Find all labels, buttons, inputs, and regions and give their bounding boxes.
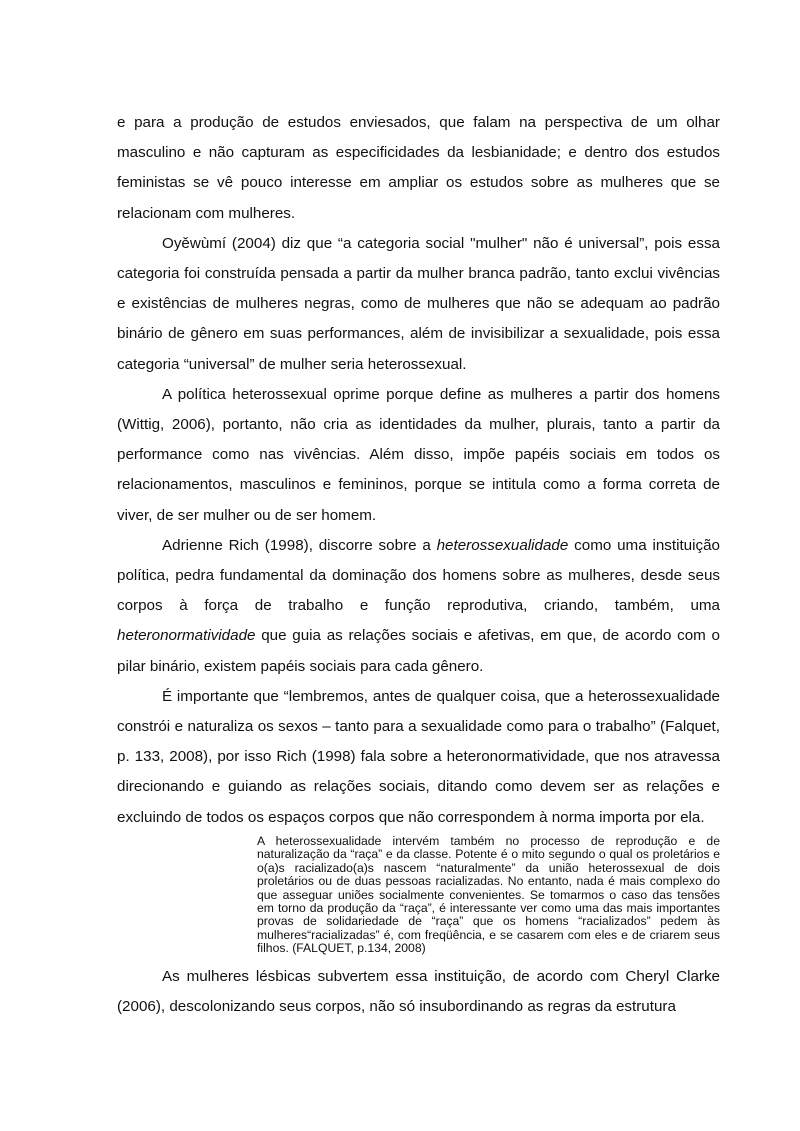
paragraph-3-text: A política heterossexual oprime porque define as mulheres a partir dos homens (Wittig, 2006), portanto, não cria as identidades da mulher, plurais, tanto a partir da performance como nas vivências. Além disso, impõe papéis sociais em todos os relacionamentos, masculinos e femininos, porque se intitula como a forma correta de viver, de ser mulher ou de ser homem. [117,385,720,524]
paragraph-2-text: Oyěwùmí (2004) diz que “a categoria social "mulher" não é universal”, pois essa categoria foi construída pensada a partir da mulher branca padrão, tanto exclui vivências e existências de mulheres negras, como de mulheres que não se adequam ao padrão binário de gênero em suas performances, além de invisibilizar a sexualidade, pois essa categoria “universal” de mulher seria heterossexual. [117,234,720,373]
paragraph-5 [117,682,720,833]
paragraph-1 [117,108,720,229]
paragraph-4-text-b: como uma instituição política, pedra fundamental da dominação dos homens sobre as mulheres, desde seus corpos à força de trabalho e função reprodutiva, criando, também, uma [117,536,720,615]
paragraph-2 [117,229,720,380]
term-heterossexualidade: heterossexualidade [436,536,569,554]
paragraph-1-text: e para a produção de estudos enviesados, que falam na perspectiva de um olhar masculino e não capturam as especificidades da lesbianidade; e dentro dos estudos feministas se vê pouco interesse em ampliar os estudos sobre as mulheres que se relacionam com mulheres. [117,114,720,222]
paragraph-3 [117,380,720,531]
paragraph-4-text-c: que guia as relações sociais e afetivas, em que, de acordo com o pilar binário, existem papéis sociais para cada gênero. [117,627,720,675]
paragraph-4-text-a: Adrienne Rich (1998), discorre sobre a [162,536,437,554]
paragraph-4 [117,531,720,682]
term-heteronormatividade: heteronormatividade [117,627,256,645]
paragraph-5-text: É importante que “lembremos, antes de qualquer coisa, que a heterossexualidade constrói e naturaliza os sexos – tanto para a sexualidade como para o trabalho” (Falquet, p. 133, 2008), por isso Rich (1998) fala sobre a heteronormatividade, que nos atravessa direcionando e guiando as relações sociais, ditando como devem ser as relações e excluindo de todos os espaços corpos que não correspondem à norma importa por ela. [117,687,720,826]
closing-paragraph: As mulheres lésbicas subvertem essa instituição, de acordo com Cheryl Clarke (2006), descolonizando seus corpos, não só insubordinando as regras da estrutura [117,967,720,1015]
block-quote: A heterossexualidade intervém também no processo de reprodução e de naturalização da “raça” e da classe. Potente é o mito segundo o qual os proletários e o(a)s racializado(a)s nascem “naturalmente” da união heterossexual de dois proletários ou de duas pessoas racializadas. No entanto, nada é mais complexo do que asseguar uniões socialmente convenientes. Se tomarmos o caso das tensões em torno da produção da “raça”, é interessante ver como uma das mais importantes provas de solidariedade de “raça” que os homens “racializados” pedem às mulheres“racializadas” é, com freqüência, e se casarem com eles e de criarem seus filhos. (FALQUET, p.134, 2008) [257,833,720,956]
document-page [117,108,720,1022]
